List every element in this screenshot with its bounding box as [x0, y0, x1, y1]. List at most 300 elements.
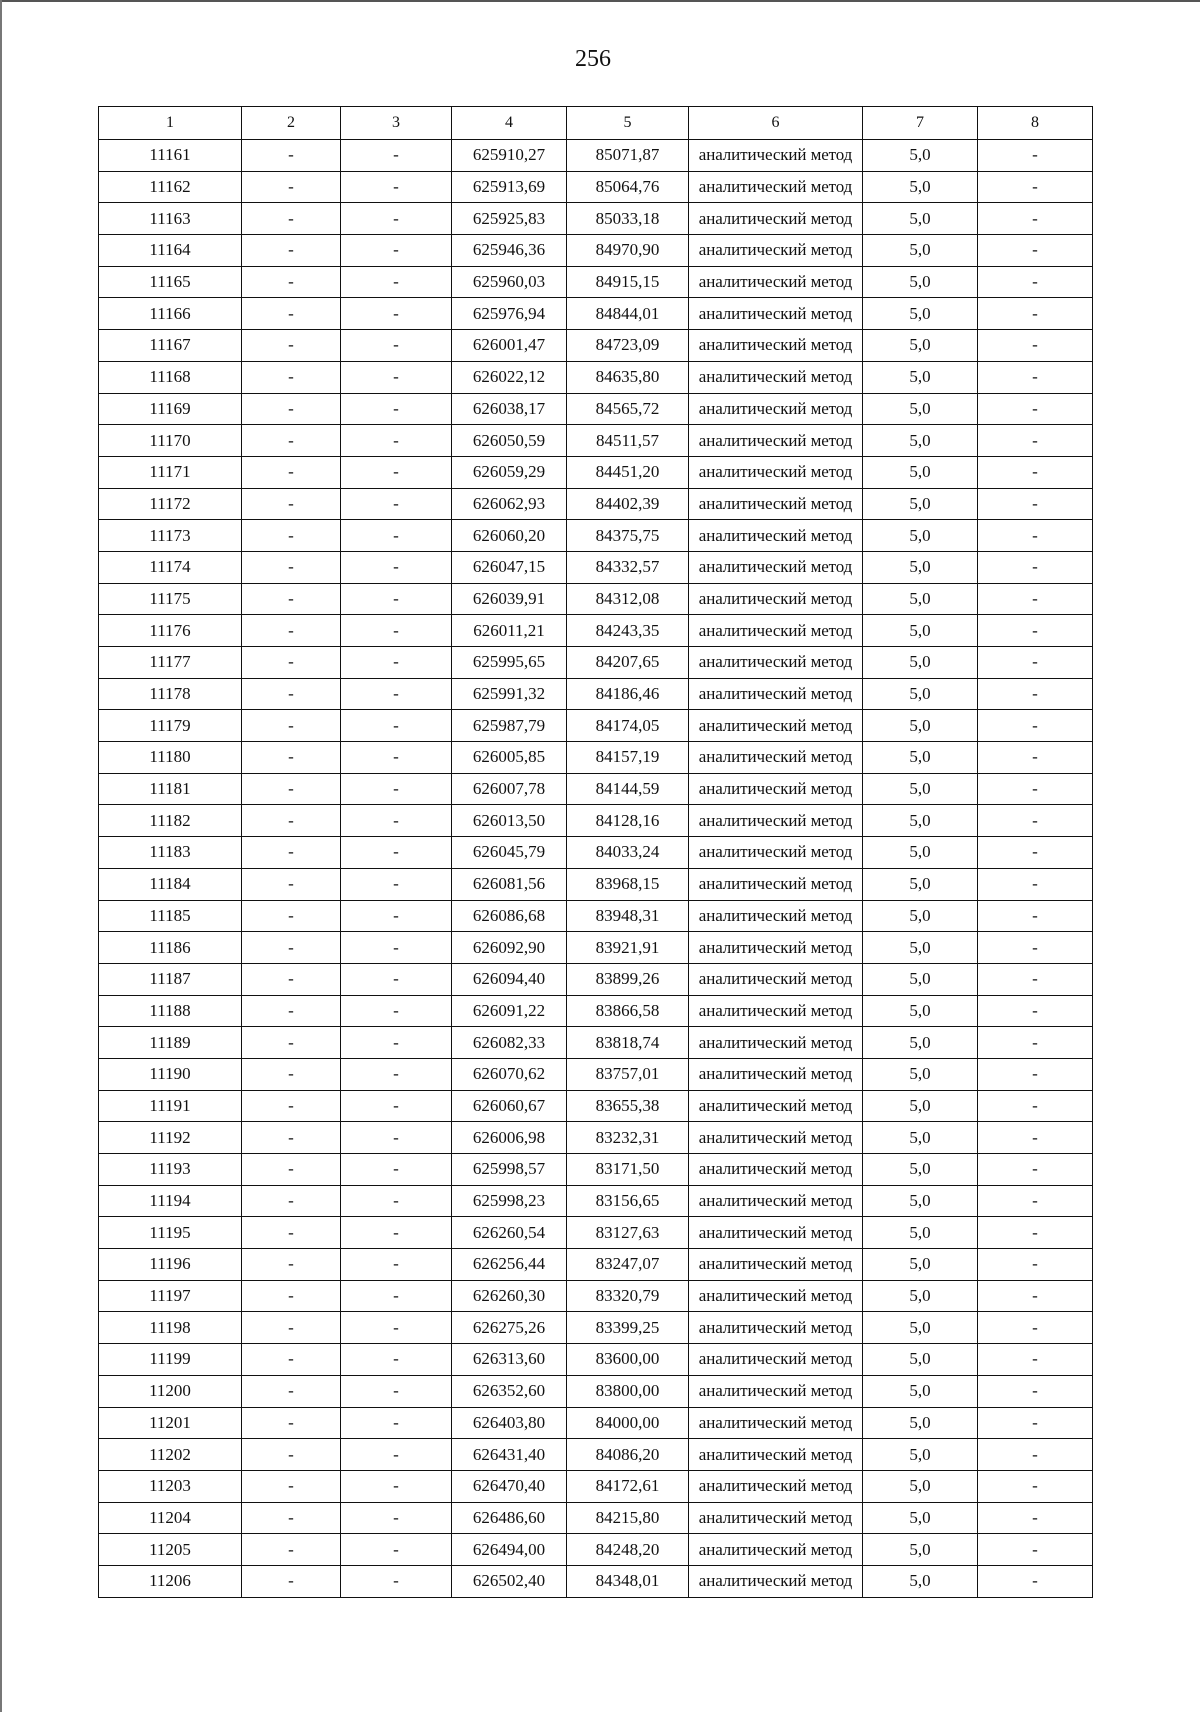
accuracy-cell: 5,0 [863, 805, 978, 837]
col-2-cell: - [242, 1185, 341, 1217]
method-cell: аналитический метод [689, 710, 863, 742]
col-3-cell: - [341, 1565, 452, 1597]
table-row [99, 1154, 1093, 1186]
table-row [99, 1280, 1093, 1312]
coord-x-cell: 626081,56 [452, 868, 567, 900]
point-number-cell: 11169 [99, 393, 242, 425]
col-2-cell: - [242, 1154, 341, 1186]
table-row [99, 1439, 1093, 1471]
col-8-cell: - [978, 1154, 1093, 1186]
point-number-cell: 11191 [99, 1090, 242, 1122]
method-cell: аналитический метод [689, 1154, 863, 1186]
coord-x-cell: 626256,44 [452, 1249, 567, 1281]
table-row [99, 805, 1093, 837]
method-cell: аналитический метод [689, 203, 863, 235]
col-2-cell: - [242, 551, 341, 583]
col-8-cell: - [978, 615, 1093, 647]
method-cell: аналитический метод [689, 488, 863, 520]
accuracy-cell: 5,0 [863, 203, 978, 235]
accuracy-cell: 5,0 [863, 1502, 978, 1534]
table-row [99, 868, 1093, 900]
coord-y-cell: 84970,90 [567, 235, 689, 267]
col-3-cell: - [341, 963, 452, 995]
accuracy-cell: 5,0 [863, 583, 978, 615]
col-8-cell: - [978, 551, 1093, 583]
coord-y-cell: 83156,65 [567, 1185, 689, 1217]
point-number-cell: 11174 [99, 551, 242, 583]
col-3-cell: - [341, 773, 452, 805]
coord-x-cell: 626006,98 [452, 1122, 567, 1154]
col-8-cell: - [978, 1344, 1093, 1376]
coord-x-cell: 626013,50 [452, 805, 567, 837]
accuracy-cell: 5,0 [863, 900, 978, 932]
col-2-cell: - [242, 1217, 341, 1249]
point-number-cell: 11192 [99, 1122, 242, 1154]
col-3-cell: - [341, 1344, 452, 1376]
col-2-cell: - [242, 647, 341, 679]
accuracy-cell: 5,0 [863, 1122, 978, 1154]
col-8-cell: - [978, 583, 1093, 615]
coord-y-cell: 84086,20 [567, 1439, 689, 1471]
col-8-cell: - [978, 266, 1093, 298]
point-number-cell: 11195 [99, 1217, 242, 1249]
col-8-cell: - [978, 361, 1093, 393]
table-row [99, 1058, 1093, 1090]
table-row [99, 1565, 1093, 1597]
coord-y-cell: 84511,57 [567, 425, 689, 457]
method-cell: аналитический метод [689, 868, 863, 900]
col-8-cell: - [978, 1217, 1093, 1249]
col-2-cell: - [242, 615, 341, 647]
col-8-cell: - [978, 805, 1093, 837]
coord-y-cell: 83899,26 [567, 963, 689, 995]
col-8-cell: - [978, 900, 1093, 932]
col-3-cell: - [341, 583, 452, 615]
accuracy-cell: 5,0 [863, 678, 978, 710]
table-row [99, 266, 1093, 298]
col-8-cell: - [978, 235, 1093, 267]
method-cell: аналитический метод [689, 1565, 863, 1597]
table-row [99, 647, 1093, 679]
method-cell: аналитический метод [689, 1280, 863, 1312]
col-2-cell: - [242, 1502, 341, 1534]
point-number-cell: 11170 [99, 425, 242, 457]
coord-x-cell: 625946,36 [452, 235, 567, 267]
col-2-cell: - [242, 1470, 341, 1502]
coord-x-cell: 626094,40 [452, 963, 567, 995]
accuracy-cell: 5,0 [863, 488, 978, 520]
method-cell: аналитический метод [689, 1407, 863, 1439]
table-row [99, 710, 1093, 742]
accuracy-cell: 5,0 [863, 1534, 978, 1566]
col-2-cell: - [242, 900, 341, 932]
method-cell: аналитический метод [689, 615, 863, 647]
coord-y-cell: 84144,59 [567, 773, 689, 805]
point-number-cell: 11182 [99, 805, 242, 837]
method-cell: аналитический метод [689, 266, 863, 298]
point-number-cell: 11206 [99, 1565, 242, 1597]
col-3-cell: - [341, 1154, 452, 1186]
col-3-cell: - [341, 868, 452, 900]
method-cell: аналитический метод [689, 1185, 863, 1217]
table-row [99, 615, 1093, 647]
col-8-cell: - [978, 203, 1093, 235]
coord-x-cell: 625976,94 [452, 298, 567, 330]
col-8-cell: - [978, 171, 1093, 203]
coord-y-cell: 84375,75 [567, 520, 689, 552]
col-2-cell: - [242, 995, 341, 1027]
coord-x-cell: 626082,33 [452, 1027, 567, 1059]
accuracy-cell: 5,0 [863, 1217, 978, 1249]
col-3-cell: - [341, 900, 452, 932]
point-number-cell: 11186 [99, 932, 242, 964]
coord-x-cell: 626007,78 [452, 773, 567, 805]
table-body [99, 140, 1093, 1598]
col-8-cell: - [978, 1280, 1093, 1312]
point-number-cell: 11172 [99, 488, 242, 520]
col-3-cell: - [341, 1122, 452, 1154]
accuracy-cell: 5,0 [863, 1027, 978, 1059]
point-number-cell: 11196 [99, 1249, 242, 1281]
col-3-cell: - [341, 203, 452, 235]
method-cell: аналитический метод [689, 551, 863, 583]
col-3-cell: - [341, 520, 452, 552]
coordinates-table [98, 106, 1093, 1598]
method-cell: аналитический метод [689, 900, 863, 932]
coord-y-cell: 84186,46 [567, 678, 689, 710]
accuracy-cell: 5,0 [863, 963, 978, 995]
column-header-3: 3 [341, 107, 452, 140]
accuracy-cell: 5,0 [863, 361, 978, 393]
accuracy-cell: 5,0 [863, 1280, 978, 1312]
col-3-cell: - [341, 1090, 452, 1122]
coord-y-cell: 84402,39 [567, 488, 689, 520]
accuracy-cell: 5,0 [863, 171, 978, 203]
col-3-cell: - [341, 615, 452, 647]
coord-y-cell: 83921,91 [567, 932, 689, 964]
column-header-5: 5 [567, 107, 689, 140]
method-cell: аналитический метод [689, 1217, 863, 1249]
accuracy-cell: 5,0 [863, 1249, 978, 1281]
coord-x-cell: 626352,60 [452, 1375, 567, 1407]
col-8-cell: - [978, 1185, 1093, 1217]
coord-y-cell: 83232,31 [567, 1122, 689, 1154]
coord-x-cell: 626047,15 [452, 551, 567, 583]
col-2-cell: - [242, 678, 341, 710]
accuracy-cell: 5,0 [863, 330, 978, 362]
method-cell: аналитический метод [689, 1058, 863, 1090]
table-row [99, 1027, 1093, 1059]
point-number-cell: 11171 [99, 456, 242, 488]
col-8-cell: - [978, 1565, 1093, 1597]
col-8-cell: - [978, 1375, 1093, 1407]
table-row [99, 1217, 1093, 1249]
coord-x-cell: 626060,67 [452, 1090, 567, 1122]
accuracy-cell: 5,0 [863, 1344, 978, 1376]
col-3-cell: - [341, 1058, 452, 1090]
table-row [99, 773, 1093, 805]
top-rule [0, 0, 1200, 2]
point-number-cell: 11165 [99, 266, 242, 298]
table-row [99, 393, 1093, 425]
col-3-cell: - [341, 1249, 452, 1281]
method-cell: аналитический метод [689, 456, 863, 488]
table-row [99, 171, 1093, 203]
col-3-cell: - [341, 1185, 452, 1217]
col-3-cell: - [341, 1312, 452, 1344]
coord-y-cell: 83127,63 [567, 1217, 689, 1249]
table-row [99, 678, 1093, 710]
point-number-cell: 11179 [99, 710, 242, 742]
col-2-cell: - [242, 1090, 341, 1122]
accuracy-cell: 5,0 [863, 551, 978, 583]
point-number-cell: 11204 [99, 1502, 242, 1534]
coord-x-cell: 626486,60 [452, 1502, 567, 1534]
table-row [99, 425, 1093, 457]
method-cell: аналитический метод [689, 1312, 863, 1344]
column-header-4: 4 [452, 107, 567, 140]
accuracy-cell: 5,0 [863, 520, 978, 552]
point-number-cell: 11202 [99, 1439, 242, 1471]
method-cell: аналитический метод [689, 330, 863, 362]
coord-x-cell: 625991,32 [452, 678, 567, 710]
accuracy-cell: 5,0 [863, 932, 978, 964]
col-2-cell: - [242, 1565, 341, 1597]
coord-y-cell: 85064,76 [567, 171, 689, 203]
col-2-cell: - [242, 425, 341, 457]
coord-y-cell: 84844,01 [567, 298, 689, 330]
coord-y-cell: 83655,38 [567, 1090, 689, 1122]
coord-y-cell: 83818,74 [567, 1027, 689, 1059]
method-cell: аналитический метод [689, 1090, 863, 1122]
col-2-cell: - [242, 1407, 341, 1439]
col-8-cell: - [978, 1090, 1093, 1122]
col-8-cell: - [978, 963, 1093, 995]
col-8-cell: - [978, 1407, 1093, 1439]
coord-x-cell: 625987,79 [452, 710, 567, 742]
col-3-cell: - [341, 425, 452, 457]
accuracy-cell: 5,0 [863, 837, 978, 869]
col-2-cell: - [242, 171, 341, 203]
table-row [99, 583, 1093, 615]
coord-y-cell: 85033,18 [567, 203, 689, 235]
col-8-cell: - [978, 330, 1093, 362]
col-8-cell: - [978, 1122, 1093, 1154]
table-row [99, 1122, 1093, 1154]
accuracy-cell: 5,0 [863, 235, 978, 267]
col-8-cell: - [978, 773, 1093, 805]
coord-y-cell: 84215,80 [567, 1502, 689, 1534]
col-2-cell: - [242, 1312, 341, 1344]
col-2-cell: - [242, 932, 341, 964]
col-8-cell: - [978, 1027, 1093, 1059]
coord-x-cell: 626260,30 [452, 1280, 567, 1312]
coord-y-cell: 84248,20 [567, 1534, 689, 1566]
point-number-cell: 11178 [99, 678, 242, 710]
table-row [99, 203, 1093, 235]
col-8-cell: - [978, 837, 1093, 869]
method-cell: аналитический метод [689, 678, 863, 710]
method-cell: аналитический метод [689, 1249, 863, 1281]
col-3-cell: - [341, 1470, 452, 1502]
coord-y-cell: 83247,07 [567, 1249, 689, 1281]
col-8-cell: - [978, 1439, 1093, 1471]
coord-y-cell: 83757,01 [567, 1058, 689, 1090]
point-number-cell: 11183 [99, 837, 242, 869]
point-number-cell: 11193 [99, 1154, 242, 1186]
col-3-cell: - [341, 837, 452, 869]
method-cell: аналитический метод [689, 1027, 863, 1059]
column-header-7: 7 [863, 107, 978, 140]
coord-y-cell: 84033,24 [567, 837, 689, 869]
col-2-cell: - [242, 837, 341, 869]
coord-x-cell: 626005,85 [452, 742, 567, 774]
point-number-cell: 11161 [99, 140, 242, 172]
col-3-cell: - [341, 140, 452, 172]
coord-x-cell: 626313,60 [452, 1344, 567, 1376]
coord-x-cell: 626092,90 [452, 932, 567, 964]
col-8-cell: - [978, 710, 1093, 742]
accuracy-cell: 5,0 [863, 647, 978, 679]
col-8-cell: - [978, 868, 1093, 900]
coord-y-cell: 83948,31 [567, 900, 689, 932]
col-2-cell: - [242, 1122, 341, 1154]
table-row [99, 1502, 1093, 1534]
col-3-cell: - [341, 235, 452, 267]
col-8-cell: - [978, 678, 1093, 710]
col-3-cell: - [341, 330, 452, 362]
coord-y-cell: 84332,57 [567, 551, 689, 583]
table-row [99, 742, 1093, 774]
coord-x-cell: 626038,17 [452, 393, 567, 425]
coord-y-cell: 84000,00 [567, 1407, 689, 1439]
method-cell: аналитический метод [689, 995, 863, 1027]
method-cell: аналитический метод [689, 171, 863, 203]
coord-x-cell: 625960,03 [452, 266, 567, 298]
coord-x-cell: 626045,79 [452, 837, 567, 869]
col-3-cell: - [341, 456, 452, 488]
coord-x-cell: 626001,47 [452, 330, 567, 362]
method-cell: аналитический метод [689, 583, 863, 615]
accuracy-cell: 5,0 [863, 868, 978, 900]
point-number-cell: 11175 [99, 583, 242, 615]
point-number-cell: 11185 [99, 900, 242, 932]
accuracy-cell: 5,0 [863, 1058, 978, 1090]
accuracy-cell: 5,0 [863, 1154, 978, 1186]
col-2-cell: - [242, 583, 341, 615]
point-number-cell: 11199 [99, 1344, 242, 1376]
col-8-cell: - [978, 298, 1093, 330]
point-number-cell: 11198 [99, 1312, 242, 1344]
point-number-cell: 11181 [99, 773, 242, 805]
accuracy-cell: 5,0 [863, 995, 978, 1027]
coord-y-cell: 83866,58 [567, 995, 689, 1027]
accuracy-cell: 5,0 [863, 298, 978, 330]
table-row [99, 551, 1093, 583]
coord-y-cell: 84243,35 [567, 615, 689, 647]
table-row [99, 963, 1093, 995]
coord-y-cell: 83968,15 [567, 868, 689, 900]
col-8-cell: - [978, 488, 1093, 520]
col-8-cell: - [978, 742, 1093, 774]
table-row [99, 1344, 1093, 1376]
col-2-cell: - [242, 520, 341, 552]
col-8-cell: - [978, 995, 1093, 1027]
accuracy-cell: 5,0 [863, 1375, 978, 1407]
accuracy-cell: 5,0 [863, 266, 978, 298]
col-3-cell: - [341, 995, 452, 1027]
point-number-cell: 11201 [99, 1407, 242, 1439]
point-number-cell: 11164 [99, 235, 242, 267]
method-cell: аналитический метод [689, 1375, 863, 1407]
coord-x-cell: 626403,80 [452, 1407, 567, 1439]
col-3-cell: - [341, 361, 452, 393]
col-3-cell: - [341, 678, 452, 710]
coord-x-cell: 625925,83 [452, 203, 567, 235]
coord-x-cell: 625910,27 [452, 140, 567, 172]
method-cell: аналитический метод [689, 235, 863, 267]
col-8-cell: - [978, 1534, 1093, 1566]
coord-y-cell: 84157,19 [567, 742, 689, 774]
coord-y-cell: 83600,00 [567, 1344, 689, 1376]
col-3-cell: - [341, 647, 452, 679]
col-2-cell: - [242, 456, 341, 488]
col-2-cell: - [242, 742, 341, 774]
point-number-cell: 11200 [99, 1375, 242, 1407]
method-cell: аналитический метод [689, 1344, 863, 1376]
accuracy-cell: 5,0 [863, 456, 978, 488]
col-3-cell: - [341, 1217, 452, 1249]
point-number-cell: 11176 [99, 615, 242, 647]
table-row [99, 932, 1093, 964]
accuracy-cell: 5,0 [863, 1312, 978, 1344]
table-row [99, 1534, 1093, 1566]
col-3-cell: - [341, 805, 452, 837]
accuracy-cell: 5,0 [863, 393, 978, 425]
coord-y-cell: 84915,15 [567, 266, 689, 298]
coord-y-cell: 84174,05 [567, 710, 689, 742]
col-2-cell: - [242, 298, 341, 330]
table-row [99, 1407, 1093, 1439]
col-2-cell: - [242, 361, 341, 393]
col-3-cell: - [341, 742, 452, 774]
col-2-cell: - [242, 488, 341, 520]
col-2-cell: - [242, 1058, 341, 1090]
col-8-cell: - [978, 520, 1093, 552]
col-3-cell: - [341, 932, 452, 964]
point-number-cell: 11177 [99, 647, 242, 679]
col-3-cell: - [341, 1027, 452, 1059]
col-3-cell: - [341, 1375, 452, 1407]
col-3-cell: - [341, 1534, 452, 1566]
point-number-cell: 11168 [99, 361, 242, 393]
point-number-cell: 11197 [99, 1280, 242, 1312]
table-row [99, 456, 1093, 488]
coord-x-cell: 626060,20 [452, 520, 567, 552]
col-3-cell: - [341, 488, 452, 520]
method-cell: аналитический метод [689, 1439, 863, 1471]
coord-y-cell: 84128,16 [567, 805, 689, 837]
method-cell: аналитический метод [689, 1534, 863, 1566]
col-2-cell: - [242, 773, 341, 805]
col-8-cell: - [978, 393, 1093, 425]
col-2-cell: - [242, 1344, 341, 1376]
col-8-cell: - [978, 1502, 1093, 1534]
coord-x-cell: 626431,40 [452, 1439, 567, 1471]
col-3-cell: - [341, 171, 452, 203]
col-8-cell: - [978, 456, 1093, 488]
table-row [99, 1185, 1093, 1217]
